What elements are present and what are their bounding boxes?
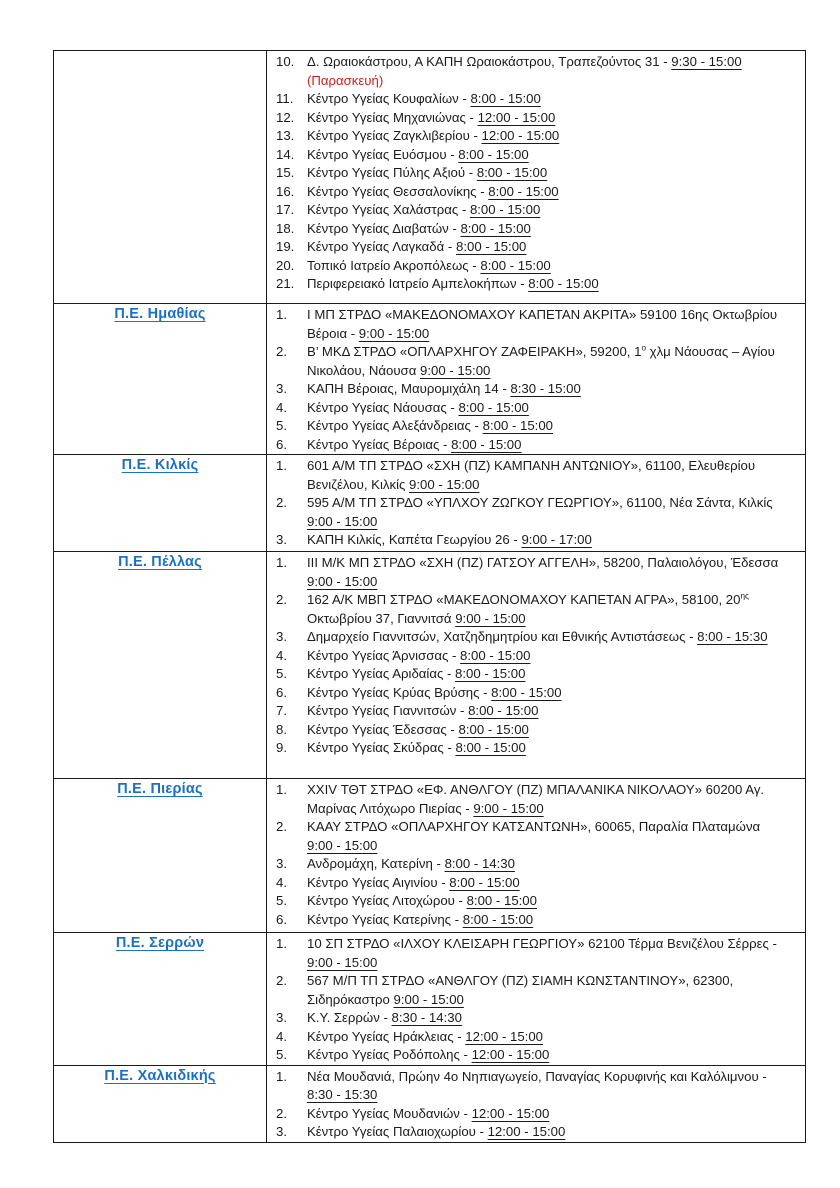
list-item bbox=[267, 380, 797, 399]
opening-hours: 9:00 - 17:00 bbox=[521, 532, 592, 547]
opening-hours: 12:00 - 15:00 bbox=[481, 128, 560, 143]
item-number: 14. bbox=[276, 146, 295, 162]
item-text: Κέντρο Υγείας Λαγκαδά - bbox=[307, 239, 456, 254]
item-text: Κέντρο Υγείας Ροδόπολης - bbox=[307, 1047, 472, 1062]
item-number: 1. bbox=[276, 1068, 287, 1084]
region-items-cell bbox=[267, 455, 806, 552]
item-number: 6. bbox=[276, 684, 287, 700]
list-item bbox=[267, 306, 797, 343]
day-note: (Παρασκευή) bbox=[307, 72, 384, 88]
opening-hours: 9:00 - 15:00 bbox=[307, 954, 378, 970]
item-number: 17. bbox=[276, 202, 295, 217]
list-item bbox=[267, 343, 797, 380]
list-item bbox=[267, 781, 797, 818]
item-number: 13. bbox=[276, 128, 295, 143]
region-label-cell bbox=[54, 933, 267, 1066]
region-items-cell bbox=[267, 304, 806, 455]
item-number: 6. bbox=[276, 436, 287, 452]
list-item bbox=[267, 436, 797, 455]
region-label-cell bbox=[54, 51, 267, 304]
item-number: 1. bbox=[276, 307, 287, 322]
opening-hours: 8:00 - 15:00 bbox=[449, 874, 520, 890]
item-text: ΙΙΙ Μ/Κ ΜΠ ΣΤΡΔΟ «ΣΧΗ (ΠΖ) ΓΑΤΣΟΥ ΑΓΓΕΛΗ», 58200, Παλαιολόγου, Έδεσσα bbox=[307, 555, 779, 570]
list-item bbox=[267, 972, 797, 1009]
region-label[interactable]: Π.Ε. Πιερίας bbox=[117, 781, 203, 797]
table-row bbox=[54, 51, 806, 304]
region-items-cell bbox=[267, 933, 806, 1066]
list-item bbox=[267, 892, 797, 911]
opening-hours: 8:00 - 15:00 bbox=[476, 165, 548, 180]
item-number: 10. bbox=[276, 54, 295, 69]
list-item bbox=[267, 183, 797, 202]
table-row bbox=[54, 455, 806, 552]
item-number: 15. bbox=[276, 165, 295, 180]
item-number: 20. bbox=[276, 257, 295, 273]
item-text: Κέντρο Υγείας Μηχανιώνας - bbox=[307, 109, 478, 125]
opening-hours: 8:30 - 14:30 bbox=[391, 1010, 462, 1025]
item-text: Κέντρο Υγείας Κουφαλίων - bbox=[307, 91, 471, 106]
regions-table bbox=[53, 50, 806, 1143]
region-items-cell bbox=[267, 1065, 806, 1142]
opening-hours: 8:30 - 15:30 bbox=[307, 1087, 378, 1102]
item-text: Κέντρο Υγείας Αλεξάνδρειας - bbox=[307, 418, 483, 433]
item-text: Κέντρο Υγείας Ευόσμου - bbox=[307, 146, 459, 162]
list-item bbox=[267, 1068, 797, 1105]
item-number: 5. bbox=[276, 666, 287, 681]
opening-hours: 12:00 - 15:00 bbox=[477, 109, 556, 125]
item-text: Κέντρο Υγείας Βέροιας - bbox=[307, 436, 452, 452]
table-row bbox=[54, 552, 806, 779]
item-text: Κέντρο Υγείας Σκύδρας - bbox=[307, 740, 456, 755]
item-number: 8. bbox=[276, 721, 287, 737]
item-text: Τοπικό Ιατρείο Ακροπόλεως - bbox=[307, 257, 481, 273]
list-item bbox=[267, 874, 797, 893]
list-item bbox=[267, 935, 797, 972]
list-item bbox=[267, 109, 797, 128]
item-text: Δ. Ωραιοκάστρου, Α ΚΑΠΗ Ωραιοκάστρου, Τραπεζούντος 31 - bbox=[307, 54, 672, 69]
item-text: ΚΑΠΗ Βέροιας, Μαυρομιχάλη 14 - bbox=[307, 381, 511, 396]
opening-hours: 9:00 - 15:00 bbox=[473, 800, 544, 816]
list-item bbox=[267, 238, 797, 257]
item-text: 10 ΣΠ ΣΤΡΔΟ «ΙΛΧΟΥ ΚΛΕΙΣΑΡΗ ΓΕΩΡΓΙΟΥ» 62100 Τέρμα Βενιζέλου Σέρρες - bbox=[307, 936, 777, 951]
table-row bbox=[54, 779, 806, 933]
item-number: 9. bbox=[276, 740, 287, 755]
item-text: Δημαρχείο Γιαννιτσών, Χατζηδημητρίου και Εθνικής Αντιστάσεως - bbox=[307, 629, 698, 644]
item-number: 4. bbox=[276, 1028, 287, 1044]
item-number: 1. bbox=[276, 458, 287, 473]
opening-hours: 8:00 - 15:00 bbox=[455, 740, 526, 755]
item-number: 1. bbox=[276, 782, 287, 797]
opening-hours: 8:00 - 15:00 bbox=[480, 257, 551, 273]
item-number: 3. bbox=[276, 381, 287, 396]
list-item bbox=[267, 1028, 797, 1047]
opening-hours: 9:30 - 15:00 bbox=[671, 54, 742, 69]
ordinal-superscript: ο bbox=[641, 343, 646, 353]
item-number: 6. bbox=[276, 911, 287, 927]
item-text: Κέντρο Υγείας Γιαννιτσών - bbox=[307, 703, 469, 718]
opening-hours: 8:00 - 15:00 bbox=[460, 220, 531, 236]
region-items-cell bbox=[267, 51, 806, 304]
item-text: 601 Α/Μ ΤΠ ΣΤΡΔΟ «ΣΧΗ (ΠΖ) ΚΑΜΠΑΝΗ ΑΝΤΩΝΙΟΥ», 61100, Ελευθερίου Βενιζέλου, Κιλκίς bbox=[307, 458, 756, 492]
ordinal-superscript: ης bbox=[740, 591, 749, 601]
item-number: 19. bbox=[276, 239, 295, 254]
item-text: Περιφερειακό Ιατρείο Αμπελοκήπων - bbox=[307, 276, 529, 291]
list-item bbox=[267, 399, 797, 418]
region-label[interactable]: Π.Ε. Κιλκίς bbox=[121, 457, 199, 473]
item-text: Κέντρο Υγείας Ηράκλειας - bbox=[307, 1028, 466, 1044]
opening-hours: 8:00 - 15:00 bbox=[482, 418, 553, 433]
region-label[interactable]: Π.Ε. Χαλκιδικής bbox=[104, 1067, 216, 1084]
list-item bbox=[267, 164, 797, 183]
item-text: Κέντρο Υγείας Έδεσσας - bbox=[307, 721, 459, 737]
item-text: Νέα Μουδανιά, Πρώην 4ο Νηπιαγωγείο, Παναγίας Κορυφινής και Καλόλιμνου - bbox=[307, 1068, 767, 1084]
opening-hours: 8:00 - 15:00 bbox=[488, 183, 559, 199]
item-number: 16. bbox=[276, 183, 295, 199]
list-item bbox=[267, 531, 797, 550]
item-number: 21. bbox=[276, 276, 295, 291]
opening-hours: 8:00 - 15:30 bbox=[697, 629, 768, 644]
item-text: ΚΑΠΗ Κιλκίς, Καπέτα Γεωργίου 26 - bbox=[307, 532, 522, 547]
item-number: 12. bbox=[276, 109, 295, 125]
item-number: 4. bbox=[276, 647, 287, 663]
item-number: 4. bbox=[276, 399, 287, 415]
list-item bbox=[267, 417, 797, 436]
opening-hours: 8:00 - 15:00 bbox=[462, 911, 534, 927]
item-text: 567 Μ/Π ΤΠ ΣΤΡΔΟ «ΑΝΘΛΓΟΥ (ΠΖ) ΣΙΑΜΗ ΚΩΝΣΤΑΝΤΙΝΟΥ», 62300, Σιδηρόκαστρο bbox=[307, 973, 734, 1007]
region-items-cell bbox=[267, 552, 806, 779]
item-number: 4. bbox=[276, 874, 287, 890]
region-label[interactable]: Π.Ε. Σερρών bbox=[115, 935, 205, 951]
item-number: 5. bbox=[276, 1047, 287, 1062]
region-label-cell bbox=[54, 1065, 267, 1142]
list-item bbox=[267, 684, 797, 703]
item-text: Κέντρο Υγείας Χαλάστρας - bbox=[307, 202, 470, 217]
item-number: 3. bbox=[276, 856, 287, 871]
item-number: 5. bbox=[276, 893, 287, 908]
item-number: 3. bbox=[276, 532, 287, 547]
opening-hours: 12:00 - 15:00 bbox=[487, 1124, 566, 1139]
item-number: 2. bbox=[276, 1105, 287, 1121]
item-number: 3. bbox=[276, 1010, 287, 1025]
item-text: Κέντρο Υγείας Παλαιοχωρίου - bbox=[307, 1124, 488, 1139]
item-number: 18. bbox=[276, 220, 295, 236]
list-item bbox=[267, 275, 797, 294]
list-item bbox=[267, 90, 797, 109]
opening-hours: 9:00 - 15:00 bbox=[358, 325, 430, 341]
item-text: Κέντρο Υγείας Θεσσαλονίκης - bbox=[307, 183, 489, 199]
region-label-cell bbox=[54, 779, 267, 933]
item-number: 5. bbox=[276, 418, 287, 433]
region-items-cell bbox=[267, 779, 806, 933]
list-item bbox=[267, 554, 797, 591]
item-number: 2. bbox=[276, 973, 287, 988]
regions-table-body bbox=[54, 51, 806, 1143]
item-text: Β’ ΜΚΔ ΣΤΡΔΟ «ΟΠΛΑΡΧΗΓΟΥ ΖΑΦΕΙΡΑΚΗ», 59200, 1 bbox=[307, 344, 642, 359]
opening-hours: 8:00 - 14:30 bbox=[444, 856, 515, 871]
item-number: 3. bbox=[276, 629, 287, 644]
opening-hours: 8:00 - 15:00 bbox=[458, 721, 529, 737]
item-text: Κέντρο Υγείας Άρνισσας - bbox=[307, 647, 461, 663]
opening-hours: 12:00 - 15:00 bbox=[465, 1028, 544, 1044]
opening-hours: 12:00 - 15:00 bbox=[471, 1105, 550, 1121]
list-item bbox=[267, 1009, 797, 1028]
list-item bbox=[267, 201, 797, 220]
item-number: 7. bbox=[276, 703, 287, 718]
opening-hours: 8:00 - 15:00 bbox=[469, 202, 541, 217]
opening-hours: 8:00 - 15:00 bbox=[528, 276, 599, 291]
list-item bbox=[267, 127, 797, 146]
list-item bbox=[267, 721, 797, 740]
item-text: Κέντρο Υγείας Λιτοχώρου - bbox=[307, 893, 467, 908]
region-label-cell bbox=[54, 455, 267, 552]
table-row bbox=[54, 304, 806, 455]
list-item bbox=[267, 665, 797, 684]
region-label-cell bbox=[54, 304, 267, 455]
item-number: 1. bbox=[276, 936, 287, 951]
list-item bbox=[267, 257, 797, 276]
list-item bbox=[267, 628, 797, 647]
opening-hours: 9:00 - 15:00 bbox=[307, 573, 378, 589]
item-number: 3. bbox=[276, 1124, 287, 1139]
item-text: Κέντρο Υγείας Αριδαίας - bbox=[307, 666, 456, 681]
item-text: 162 Α/Κ ΜΒΠ ΣΤΡΔΟ «ΜΑΚΕΔΟΝΟΜΑΧΟΥ ΚΑΠΕΤΑΝ ΑΓΡΑ», 58100, 20 bbox=[307, 592, 741, 607]
item-text: Κέντρο Υγείας Πύλης Αξιού - bbox=[307, 165, 477, 180]
opening-hours: 9:00 - 15:00 bbox=[419, 362, 491, 378]
list-item bbox=[267, 647, 797, 666]
item-text: Κ.Υ. Σερρών - bbox=[307, 1010, 392, 1025]
list-item bbox=[267, 1046, 797, 1065]
list-item bbox=[267, 702, 797, 721]
list-item bbox=[267, 1123, 797, 1142]
item-number: 2. bbox=[276, 819, 287, 834]
item-number: 11. bbox=[276, 91, 294, 106]
item-text: Ανδρομάχη, Κατερίνη - bbox=[307, 856, 445, 871]
item-number: 2. bbox=[276, 592, 287, 607]
opening-hours: 8:00 - 15:00 bbox=[470, 91, 541, 106]
opening-hours: 9:00 - 15:00 bbox=[409, 476, 480, 492]
item-text: Ι ΜΠ ΣΤΡΔΟ «ΜΑΚΕΔΟΝΟΜΑΧΟΥ ΚΑΠΕΤΑΝ ΑΚΡΙΤΑ» 59100 16ης Οκτωβρίου Βέροια - bbox=[307, 307, 778, 341]
region-label-cell bbox=[54, 552, 267, 779]
item-text: Κέντρο Υγείας Κρύας Βρύσης - bbox=[307, 684, 492, 700]
opening-hours: 8:00 - 15:00 bbox=[460, 647, 531, 663]
table-row bbox=[54, 1065, 806, 1142]
list-item bbox=[267, 855, 797, 874]
list-item bbox=[267, 220, 797, 239]
list-item bbox=[267, 739, 797, 758]
list-item bbox=[267, 53, 797, 90]
item-text: Κέντρο Υγείας Κατερίνης - bbox=[307, 911, 463, 927]
list-item bbox=[267, 494, 797, 531]
opening-hours: 8:00 - 15:00 bbox=[466, 893, 537, 908]
item-text: Κέντρο Υγείας Νάουσας - bbox=[307, 399, 459, 415]
item-number: 2. bbox=[276, 495, 287, 510]
opening-hours: 12:00 - 15:00 bbox=[471, 1047, 550, 1062]
item-text: Κέντρο Υγείας Αιγινίου - bbox=[307, 874, 450, 890]
opening-hours: 9:00 - 15:00 bbox=[393, 991, 464, 1007]
list-item bbox=[267, 1105, 797, 1124]
opening-hours: 8:00 - 15:00 bbox=[455, 666, 526, 681]
list-item bbox=[267, 457, 797, 494]
opening-hours: 9:00 - 15:00 bbox=[455, 610, 526, 626]
region-label[interactable]: Π.Ε. Πέλλας bbox=[118, 554, 202, 570]
opening-hours: 8:00 - 15:00 bbox=[468, 703, 539, 718]
item-text: Οκτωβρίου 37, Γιαννιτσά bbox=[307, 610, 456, 626]
opening-hours: 9:00 - 15:00 bbox=[307, 513, 378, 529]
item-text: Κέντρο Υγείας Διαβατών - bbox=[307, 220, 461, 236]
item-number: 1. bbox=[276, 555, 287, 570]
item-number: 2. bbox=[276, 344, 287, 359]
item-text: 595 Α/Μ ΤΠ ΣΤΡΔΟ «ΥΠΛΧΟΥ ΖΩΓΚΟΥ ΓΕΩΡΓΙΟΥ», 61100, Νέα Σάντα, Κιλκίς bbox=[307, 495, 773, 510]
opening-hours: 9:00 - 15:00 bbox=[307, 837, 378, 853]
list-item bbox=[267, 146, 797, 165]
table-row bbox=[54, 933, 806, 1066]
item-text: χλμ Νάουσας – Αγίου Νικολάου, Νάουσα bbox=[307, 344, 775, 378]
region-label[interactable]: Π.Ε. Ημαθίας bbox=[114, 306, 206, 322]
item-text: XXIV ΤΘΤ ΣΤΡΔΟ «ΕΦ. ΑΝΘΛΓΟΥ (ΠΖ) ΜΠΑΛΑΝΙΚΑ ΝΙΚΟΛΑΟΥ» 60200 Αγ. Μαρίνας Λιτόχωρο Πιερίας - bbox=[307, 782, 765, 816]
opening-hours: 8:00 - 15:00 bbox=[458, 146, 529, 162]
opening-hours: 8:30 - 15:00 bbox=[510, 381, 581, 396]
opening-hours: 8:00 - 15:00 bbox=[456, 239, 527, 254]
list-item bbox=[267, 911, 797, 930]
list-item bbox=[267, 818, 797, 855]
opening-hours: 8:00 - 15:00 bbox=[451, 436, 522, 452]
list-item bbox=[267, 591, 797, 628]
item-text: Κέντρο Υγείας Ζαγκλιβερίου - bbox=[307, 128, 482, 143]
opening-hours: 8:00 - 15:00 bbox=[458, 399, 529, 415]
opening-hours: 8:00 - 15:00 bbox=[491, 684, 562, 700]
item-text: ΚΑΑΥ ΣΤΡΔΟ «ΟΠΛΑΡΧΗΓΟΥ ΚΑΤΣΑΝΤΩΝΗ», 60065, Παραλία Πλαταμώνα bbox=[307, 819, 761, 834]
item-text: Κέντρο Υγείας Μουδανιών - bbox=[307, 1105, 472, 1121]
